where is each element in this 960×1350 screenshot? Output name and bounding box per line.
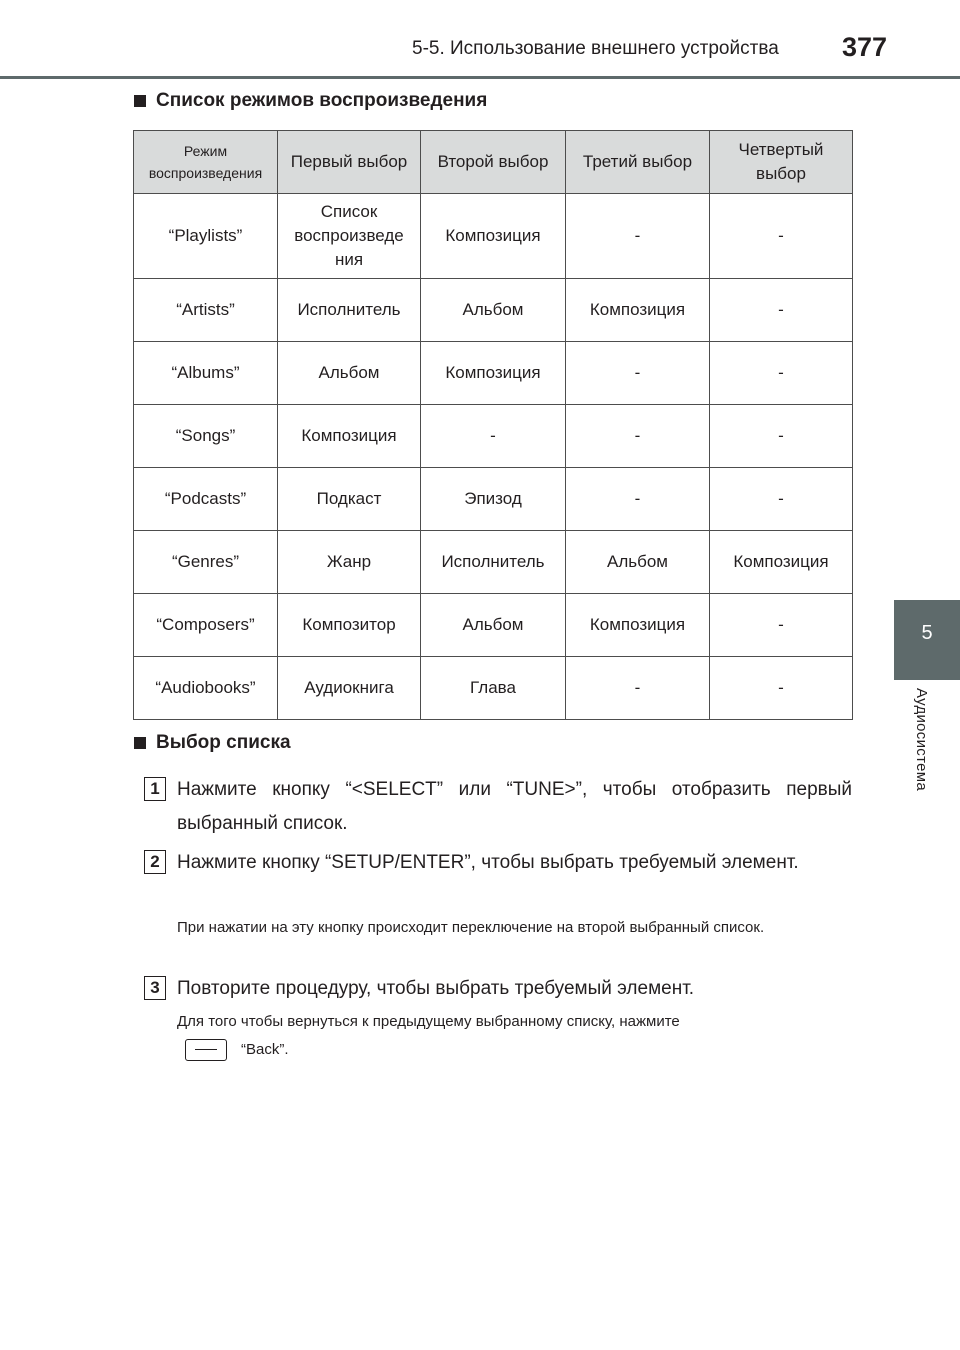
- table-row: [134, 342, 853, 405]
- table-cell: Аудиокнига: [278, 657, 421, 720]
- table-cell: Альбом: [421, 594, 566, 657]
- table-cell: Композиция: [566, 279, 710, 342]
- table-cell: -: [566, 468, 710, 531]
- table-cell: -: [710, 657, 853, 720]
- table-cell: Эпизод: [421, 468, 566, 531]
- table-cell: “Audiobooks”: [134, 657, 278, 720]
- back-button-icon: [185, 1039, 227, 1061]
- table-header-cell: Второй выбор: [421, 131, 566, 194]
- table-cell: Композиция: [421, 194, 566, 279]
- table-cell: -: [566, 342, 710, 405]
- table-cell: Глава: [421, 657, 566, 720]
- chapter-label: Аудиосистема: [913, 688, 930, 791]
- section-heading-text: Выбор списка: [156, 732, 291, 753]
- table-row: [134, 531, 853, 594]
- table-row: [134, 594, 853, 657]
- table-row: [134, 468, 853, 531]
- table-cell: -: [710, 405, 853, 468]
- playback-modes-table: [133, 130, 853, 720]
- table-cell: Исполнитель: [278, 279, 421, 342]
- step-text: Нажмите кнопку “SETUP/ENTER”, чтобы выбрать требуемый элемент.: [177, 852, 799, 873]
- table-cell: -: [710, 342, 853, 405]
- table-cell: Альбом: [278, 342, 421, 405]
- table-cell: Композиция: [421, 342, 566, 405]
- table-cell: -: [710, 594, 853, 657]
- step-number: 1: [144, 777, 166, 801]
- header-divider: [0, 76, 960, 79]
- square-bullet-icon: [134, 737, 146, 749]
- table-row: [134, 657, 853, 720]
- table-cell: Композиция: [278, 405, 421, 468]
- table-cell: -: [421, 405, 566, 468]
- table-cell: -: [566, 657, 710, 720]
- table-cell: “Albums”: [134, 342, 278, 405]
- table-cell: “Songs”: [134, 405, 278, 468]
- table-cell: Композиция: [710, 531, 853, 594]
- table-cell: “Composers”: [134, 594, 278, 657]
- table-cell: “Playlists”: [134, 194, 278, 279]
- table-row: [134, 279, 853, 342]
- section-heading-modes: [134, 90, 487, 112]
- step-note: При нажатии на эту кнопку происходит переключение на второй выбранный список.: [177, 919, 765, 936]
- step-text: Повторите процедуру, чтобы выбрать требуемый элемент.: [177, 978, 695, 999]
- table-cell: Исполнитель: [421, 531, 566, 594]
- page-number: 377: [842, 32, 888, 62]
- table-cell: Композитор: [278, 594, 421, 657]
- chapter-number: 5: [921, 622, 933, 644]
- table-header-cell: Четвертый выбор: [710, 131, 853, 194]
- table-cell: “Genres”: [134, 531, 278, 594]
- table-cell: -: [710, 194, 853, 279]
- table-cell: Альбом: [566, 531, 710, 594]
- table-cell: -: [566, 194, 710, 279]
- table-cell: Подкаст: [278, 468, 421, 531]
- table-cell: -: [566, 405, 710, 468]
- step-number: 3: [144, 976, 166, 1000]
- table-cell: “Artists”: [134, 279, 278, 342]
- table-cell: -: [710, 468, 853, 531]
- table-row: [134, 405, 853, 468]
- step-note: [177, 1008, 852, 1064]
- square-bullet-icon: [134, 95, 146, 107]
- section-heading-text: Список режимов воспроизведения: [156, 90, 488, 111]
- table-cell: -: [710, 279, 853, 342]
- step-note-tail-line: [177, 1036, 852, 1064]
- table-header-cell: Третий выбор: [566, 131, 710, 194]
- table-cell: Композиция: [566, 594, 710, 657]
- table-header-row: [134, 131, 853, 194]
- table-cell: Список воспроизведе ния: [278, 194, 421, 279]
- page-header: [0, 0, 960, 80]
- section-heading-list-select: [134, 732, 291, 754]
- table-cell: Жанр: [278, 531, 421, 594]
- step-text: Нажмите кнопку “<SELECT” или “TUNE>”, чтобы отобразить первый выбранный список.: [177, 779, 852, 834]
- step-number: 2: [144, 850, 166, 874]
- table-cell: Альбом: [421, 279, 566, 342]
- chapter-tab: [894, 600, 960, 680]
- step-note-text: Для того чтобы вернуться к предыдущему выбранному списку, нажмите: [177, 1013, 680, 1030]
- table-cell: “Podcasts”: [134, 468, 278, 531]
- table-row: [134, 194, 853, 279]
- table-header-cell: Первый выбор: [278, 131, 421, 194]
- step-note-tail: “Back”.: [241, 1041, 289, 1058]
- section-title: 5-5. Использование внешнего устройства: [412, 38, 779, 59]
- table-header-cell: Режим воспроизведения: [134, 131, 278, 194]
